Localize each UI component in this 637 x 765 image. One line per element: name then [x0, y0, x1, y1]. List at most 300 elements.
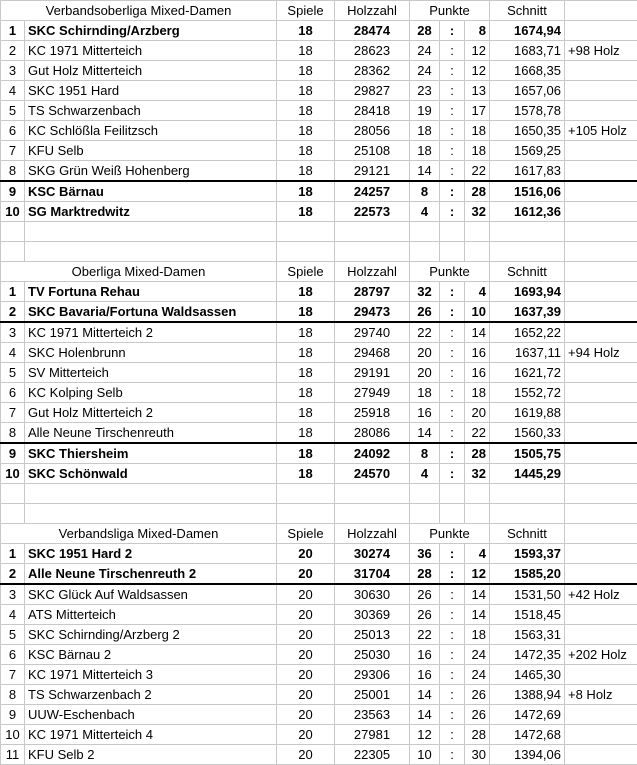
punkte-plus-cell: 26: [410, 605, 440, 625]
schnitt-cell: 1617,83: [490, 161, 565, 182]
header-spiele: Spiele: [277, 262, 335, 282]
schnitt-cell: 1472,69: [490, 705, 565, 725]
team-cell: SKC Holenbrunn: [25, 343, 277, 363]
punkte-minus-cell: 22: [465, 161, 490, 182]
note-cell: [565, 21, 637, 41]
schnitt-cell: 1472,35: [490, 645, 565, 665]
header-holzzahl: Holzzahl: [335, 1, 410, 21]
empty-cell: [277, 222, 335, 242]
punkte-minus-cell: 4: [465, 282, 490, 302]
schnitt-cell: 1683,71: [490, 41, 565, 61]
team-cell: SKG Grün Weiß Hohenberg: [25, 161, 277, 182]
empty-cell: [465, 222, 490, 242]
punkte-colon-cell: :: [440, 383, 465, 403]
rank-cell: 3: [1, 322, 25, 343]
spiele-cell: 18: [277, 383, 335, 403]
punkte-plus-cell: 18: [410, 141, 440, 161]
empty-cell: [565, 242, 637, 262]
punkte-plus-cell: 20: [410, 343, 440, 363]
team-cell: Gut Holz Mitterteich: [25, 61, 277, 81]
table-row: [1, 322, 637, 343]
team-cell: SKC Schirnding/Arzberg: [25, 21, 277, 41]
holzzahl-cell: 29121: [335, 161, 410, 182]
empty-cell: [410, 484, 440, 504]
blank-row: [1, 242, 637, 262]
punkte-plus-cell: 12: [410, 725, 440, 745]
header-holzzahl: Holzzahl: [335, 262, 410, 282]
punkte-plus-cell: 14: [410, 705, 440, 725]
schnitt-cell: 1505,75: [490, 443, 565, 464]
punkte-colon-cell: :: [440, 665, 465, 685]
note-cell: [565, 202, 637, 222]
note-cell: +8 Holz: [565, 685, 637, 705]
empty-cell: [1, 242, 25, 262]
note-cell: [565, 322, 637, 343]
team-cell: SKC Thiersheim: [25, 443, 277, 464]
empty-cell: [25, 242, 277, 262]
schnitt-cell: 1569,25: [490, 141, 565, 161]
table-row: [1, 605, 637, 625]
empty-cell: [335, 504, 410, 524]
punkte-colon-cell: :: [440, 61, 465, 81]
header-schnitt: Schnitt: [490, 262, 565, 282]
table-row: [1, 544, 637, 564]
empty-cell: [490, 504, 565, 524]
punkte-colon-cell: :: [440, 443, 465, 464]
table-row: [1, 443, 637, 464]
note-cell: [565, 403, 637, 423]
note-cell: [565, 423, 637, 444]
punkte-minus-cell: 18: [465, 121, 490, 141]
spiele-cell: 20: [277, 544, 335, 564]
schnitt-cell: 1668,35: [490, 61, 565, 81]
punkte-plus-cell: 26: [410, 302, 440, 323]
team-cell: Alle Neune Tirschenreuth: [25, 423, 277, 444]
table-row: [1, 21, 637, 41]
punkte-colon-cell: :: [440, 302, 465, 323]
holzzahl-cell: 29306: [335, 665, 410, 685]
punkte-minus-cell: 18: [465, 383, 490, 403]
table-row: [1, 645, 637, 665]
team-cell: KC 1971 Mitterteich 2: [25, 322, 277, 343]
table-row: [1, 423, 637, 444]
spiele-cell: 18: [277, 282, 335, 302]
header-punkte: Punkte: [410, 524, 490, 544]
empty-cell: [440, 222, 465, 242]
empty-cell: [465, 504, 490, 524]
spiele-cell: 20: [277, 705, 335, 725]
schnitt-cell: 1657,06: [490, 81, 565, 101]
spiele-cell: 18: [277, 81, 335, 101]
schnitt-cell: 1593,37: [490, 544, 565, 564]
spiele-cell: 20: [277, 564, 335, 585]
note-cell: [565, 605, 637, 625]
punkte-colon-cell: :: [440, 363, 465, 383]
team-cell: UUW-Eschenbach: [25, 705, 277, 725]
empty-cell: [490, 484, 565, 504]
empty-cell: [565, 484, 637, 504]
empty-cell: [1, 484, 25, 504]
table-row: [1, 665, 637, 685]
empty-cell: [25, 504, 277, 524]
punkte-minus-cell: 28: [465, 725, 490, 745]
spiele-cell: 18: [277, 101, 335, 121]
holzzahl-cell: 29468: [335, 343, 410, 363]
note-cell: [565, 282, 637, 302]
note-cell: [565, 745, 637, 765]
punkte-colon-cell: :: [440, 322, 465, 343]
schnitt-cell: 1652,22: [490, 322, 565, 343]
punkte-colon-cell: :: [440, 202, 465, 222]
punkte-colon-cell: :: [440, 564, 465, 585]
spiele-cell: 18: [277, 41, 335, 61]
table-row: [1, 302, 637, 323]
schnitt-cell: 1445,29: [490, 464, 565, 484]
punkte-colon-cell: :: [440, 181, 465, 202]
section-header-row: [1, 262, 637, 282]
empty-cell: [490, 242, 565, 262]
table-row: [1, 202, 637, 222]
empty-cell: [565, 222, 637, 242]
punkte-minus-cell: 18: [465, 625, 490, 645]
section-title: Verbandsliga Mixed-Damen: [1, 524, 277, 544]
rank-cell: 5: [1, 363, 25, 383]
punkte-minus-cell: 28: [465, 181, 490, 202]
punkte-plus-cell: 8: [410, 181, 440, 202]
note-cell: +98 Holz: [565, 41, 637, 61]
team-cell: SV Mitterteich: [25, 363, 277, 383]
spiele-cell: 20: [277, 584, 335, 605]
table-row: [1, 181, 637, 202]
section-header-row: [1, 524, 637, 544]
punkte-minus-cell: 30: [465, 745, 490, 765]
punkte-colon-cell: :: [440, 544, 465, 564]
team-cell: Alle Neune Tirschenreuth 2: [25, 564, 277, 585]
punkte-plus-cell: 10: [410, 745, 440, 765]
punkte-plus-cell: 24: [410, 61, 440, 81]
rank-cell: 10: [1, 464, 25, 484]
punkte-minus-cell: 16: [465, 363, 490, 383]
rank-cell: 5: [1, 101, 25, 121]
punkte-colon-cell: :: [440, 625, 465, 645]
punkte-plus-cell: 14: [410, 161, 440, 182]
table-row: [1, 584, 637, 605]
section-title: Verbandsoberliga Mixed-Damen: [1, 1, 277, 21]
punkte-minus-cell: 22: [465, 423, 490, 444]
holzzahl-cell: 28056: [335, 121, 410, 141]
punkte-colon-cell: :: [440, 41, 465, 61]
punkte-colon-cell: :: [440, 403, 465, 423]
holzzahl-cell: 28418: [335, 101, 410, 121]
team-cell: KC Schlößla Feilitzsch: [25, 121, 277, 141]
note-cell: [565, 464, 637, 484]
punkte-colon-cell: :: [440, 725, 465, 745]
note-cell: [565, 61, 637, 81]
table-row: [1, 161, 637, 182]
holzzahl-cell: 29191: [335, 363, 410, 383]
punkte-plus-cell: 36: [410, 544, 440, 564]
spiele-cell: 20: [277, 725, 335, 745]
schnitt-cell: 1621,72: [490, 363, 565, 383]
punkte-plus-cell: 19: [410, 101, 440, 121]
spiele-cell: 20: [277, 685, 335, 705]
note-cell: [565, 564, 637, 585]
punkte-colon-cell: :: [440, 745, 465, 765]
team-cell: KC 1971 Mitterteich: [25, 41, 277, 61]
empty-cell: [565, 504, 637, 524]
rank-cell: 11: [1, 745, 25, 765]
empty-cell: [277, 484, 335, 504]
team-cell: KSC Bärnau: [25, 181, 277, 202]
schnitt-cell: 1518,45: [490, 605, 565, 625]
table-row: [1, 383, 637, 403]
punkte-colon-cell: :: [440, 141, 465, 161]
table-row: [1, 625, 637, 645]
punkte-minus-cell: 32: [465, 202, 490, 222]
team-cell: SG Marktredwitz: [25, 202, 277, 222]
holzzahl-cell: 25001: [335, 685, 410, 705]
empty-cell: [410, 222, 440, 242]
holzzahl-cell: 30630: [335, 584, 410, 605]
holzzahl-cell: 25108: [335, 141, 410, 161]
rank-cell: 8: [1, 423, 25, 444]
table-row: [1, 81, 637, 101]
schnitt-cell: 1388,94: [490, 685, 565, 705]
punkte-plus-cell: 22: [410, 625, 440, 645]
holzzahl-cell: 28362: [335, 61, 410, 81]
spiele-cell: 20: [277, 625, 335, 645]
note-cell: [565, 181, 637, 202]
holzzahl-cell: 30369: [335, 605, 410, 625]
blank-row: [1, 222, 637, 242]
rank-cell: 9: [1, 443, 25, 464]
schnitt-cell: 1465,30: [490, 665, 565, 685]
holzzahl-cell: 28086: [335, 423, 410, 444]
spiele-cell: 18: [277, 202, 335, 222]
schnitt-cell: 1394,06: [490, 745, 565, 765]
punkte-colon-cell: :: [440, 685, 465, 705]
punkte-colon-cell: :: [440, 584, 465, 605]
rank-cell: 2: [1, 564, 25, 585]
table-row: [1, 725, 637, 745]
spiele-cell: 18: [277, 322, 335, 343]
team-cell: KFU Selb: [25, 141, 277, 161]
note-cell: [565, 383, 637, 403]
table-row: [1, 141, 637, 161]
punkte-minus-cell: 20: [465, 403, 490, 423]
punkte-plus-cell: 4: [410, 202, 440, 222]
team-cell: KC Kolping Selb: [25, 383, 277, 403]
punkte-minus-cell: 28: [465, 443, 490, 464]
spiele-cell: 18: [277, 343, 335, 363]
empty-cell: [440, 484, 465, 504]
rank-cell: 8: [1, 685, 25, 705]
note-cell: [565, 161, 637, 182]
team-cell: SKC Bavaria/Fortuna Waldsassen: [25, 302, 277, 323]
header-note: [565, 262, 637, 282]
note-cell: [565, 302, 637, 323]
punkte-colon-cell: :: [440, 423, 465, 444]
blank-row: [1, 484, 637, 504]
table-row: [1, 343, 637, 363]
spiele-cell: 18: [277, 141, 335, 161]
punkte-colon-cell: :: [440, 343, 465, 363]
schnitt-cell: 1650,35: [490, 121, 565, 141]
punkte-minus-cell: 26: [465, 685, 490, 705]
note-cell: +202 Holz: [565, 645, 637, 665]
rank-cell: 1: [1, 21, 25, 41]
punkte-colon-cell: :: [440, 705, 465, 725]
note-cell: [565, 725, 637, 745]
rank-cell: 10: [1, 202, 25, 222]
holzzahl-cell: 22573: [335, 202, 410, 222]
punkte-plus-cell: 16: [410, 665, 440, 685]
team-cell: SKC 1951 Hard: [25, 81, 277, 101]
holzzahl-cell: 29473: [335, 302, 410, 323]
rank-cell: 5: [1, 625, 25, 645]
punkte-minus-cell: 24: [465, 645, 490, 665]
rank-cell: 7: [1, 665, 25, 685]
spiele-cell: 18: [277, 61, 335, 81]
schnitt-cell: 1612,36: [490, 202, 565, 222]
spiele-cell: 20: [277, 605, 335, 625]
team-cell: KSC Bärnau 2: [25, 645, 277, 665]
punkte-minus-cell: 12: [465, 41, 490, 61]
schnitt-cell: 1516,06: [490, 181, 565, 202]
empty-cell: [335, 222, 410, 242]
note-cell: +94 Holz: [565, 343, 637, 363]
punkte-plus-cell: 18: [410, 121, 440, 141]
rank-cell: 6: [1, 383, 25, 403]
schnitt-cell: 1674,94: [490, 21, 565, 41]
team-cell: Gut Holz Mitterteich 2: [25, 403, 277, 423]
punkte-minus-cell: 12: [465, 61, 490, 81]
header-punkte: Punkte: [410, 262, 490, 282]
punkte-colon-cell: :: [440, 161, 465, 182]
punkte-colon-cell: :: [440, 605, 465, 625]
holzzahl-cell: 24092: [335, 443, 410, 464]
table-row: [1, 61, 637, 81]
holzzahl-cell: 24570: [335, 464, 410, 484]
team-cell: ATS Mitterteich: [25, 605, 277, 625]
header-spiele: Spiele: [277, 1, 335, 21]
header-schnitt: Schnitt: [490, 524, 565, 544]
spiele-cell: 18: [277, 403, 335, 423]
holzzahl-cell: 24257: [335, 181, 410, 202]
schnitt-cell: 1552,72: [490, 383, 565, 403]
table-row: [1, 121, 637, 141]
punkte-minus-cell: 14: [465, 322, 490, 343]
team-cell: TS Schwarzenbach: [25, 101, 277, 121]
holzzahl-cell: 31704: [335, 564, 410, 585]
section-header-row: [1, 1, 637, 21]
punkte-colon-cell: :: [440, 282, 465, 302]
rank-cell: 8: [1, 161, 25, 182]
note-cell: [565, 705, 637, 725]
holzzahl-cell: 25030: [335, 645, 410, 665]
table-row: [1, 282, 637, 302]
punkte-plus-cell: 28: [410, 21, 440, 41]
holzzahl-cell: 30274: [335, 544, 410, 564]
section-title: Oberliga Mixed-Damen: [1, 262, 277, 282]
header-holzzahl: Holzzahl: [335, 524, 410, 544]
team-cell: SKC Schönwald: [25, 464, 277, 484]
punkte-plus-cell: 14: [410, 423, 440, 444]
spiele-cell: 18: [277, 181, 335, 202]
punkte-plus-cell: 32: [410, 282, 440, 302]
table-row: [1, 564, 637, 585]
team-cell: SKC Schirnding/Arzberg 2: [25, 625, 277, 645]
punkte-colon-cell: :: [440, 464, 465, 484]
schnitt-cell: 1693,94: [490, 282, 565, 302]
empty-cell: [335, 242, 410, 262]
punkte-minus-cell: 13: [465, 81, 490, 101]
punkte-plus-cell: 23: [410, 81, 440, 101]
sheet-body: [1, 1, 637, 765]
spiele-cell: 18: [277, 161, 335, 182]
table-row: [1, 363, 637, 383]
holzzahl-cell: 25013: [335, 625, 410, 645]
holzzahl-cell: 28474: [335, 21, 410, 41]
schnitt-cell: 1637,11: [490, 343, 565, 363]
team-cell: TV Fortuna Rehau: [25, 282, 277, 302]
punkte-colon-cell: :: [440, 21, 465, 41]
rank-cell: 4: [1, 343, 25, 363]
team-cell: KFU Selb 2: [25, 745, 277, 765]
empty-cell: [440, 242, 465, 262]
schnitt-cell: 1531,50: [490, 584, 565, 605]
empty-cell: [1, 504, 25, 524]
rank-cell: 6: [1, 645, 25, 665]
header-spiele: Spiele: [277, 524, 335, 544]
empty-cell: [465, 242, 490, 262]
holzzahl-cell: 29740: [335, 322, 410, 343]
table-row: [1, 464, 637, 484]
schnitt-cell: 1472,68: [490, 725, 565, 745]
rank-cell: 2: [1, 302, 25, 323]
rank-cell: 3: [1, 61, 25, 81]
rank-cell: 9: [1, 181, 25, 202]
punkte-plus-cell: 26: [410, 584, 440, 605]
punkte-plus-cell: 14: [410, 685, 440, 705]
schnitt-cell: 1563,31: [490, 625, 565, 645]
header-schnitt: Schnitt: [490, 1, 565, 21]
note-cell: [565, 81, 637, 101]
table-row: [1, 705, 637, 725]
punkte-colon-cell: :: [440, 121, 465, 141]
note-cell: +42 Holz: [565, 584, 637, 605]
punkte-minus-cell: 17: [465, 101, 490, 121]
holzzahl-cell: 25918: [335, 403, 410, 423]
empty-cell: [410, 242, 440, 262]
empty-cell: [440, 504, 465, 524]
rank-cell: 7: [1, 403, 25, 423]
rank-cell: 3: [1, 584, 25, 605]
empty-cell: [25, 222, 277, 242]
punkte-plus-cell: 24: [410, 41, 440, 61]
spiele-cell: 18: [277, 121, 335, 141]
team-cell: SKC 1951 Hard 2: [25, 544, 277, 564]
punkte-colon-cell: :: [440, 645, 465, 665]
blank-row: [1, 504, 637, 524]
team-cell: SKC Glück Auf Waldsassen: [25, 584, 277, 605]
spiele-cell: 18: [277, 302, 335, 323]
note-cell: [565, 625, 637, 645]
note-cell: [565, 363, 637, 383]
punkte-plus-cell: 20: [410, 363, 440, 383]
team-cell: KC 1971 Mitterteich 3: [25, 665, 277, 685]
holzzahl-cell: 29827: [335, 81, 410, 101]
